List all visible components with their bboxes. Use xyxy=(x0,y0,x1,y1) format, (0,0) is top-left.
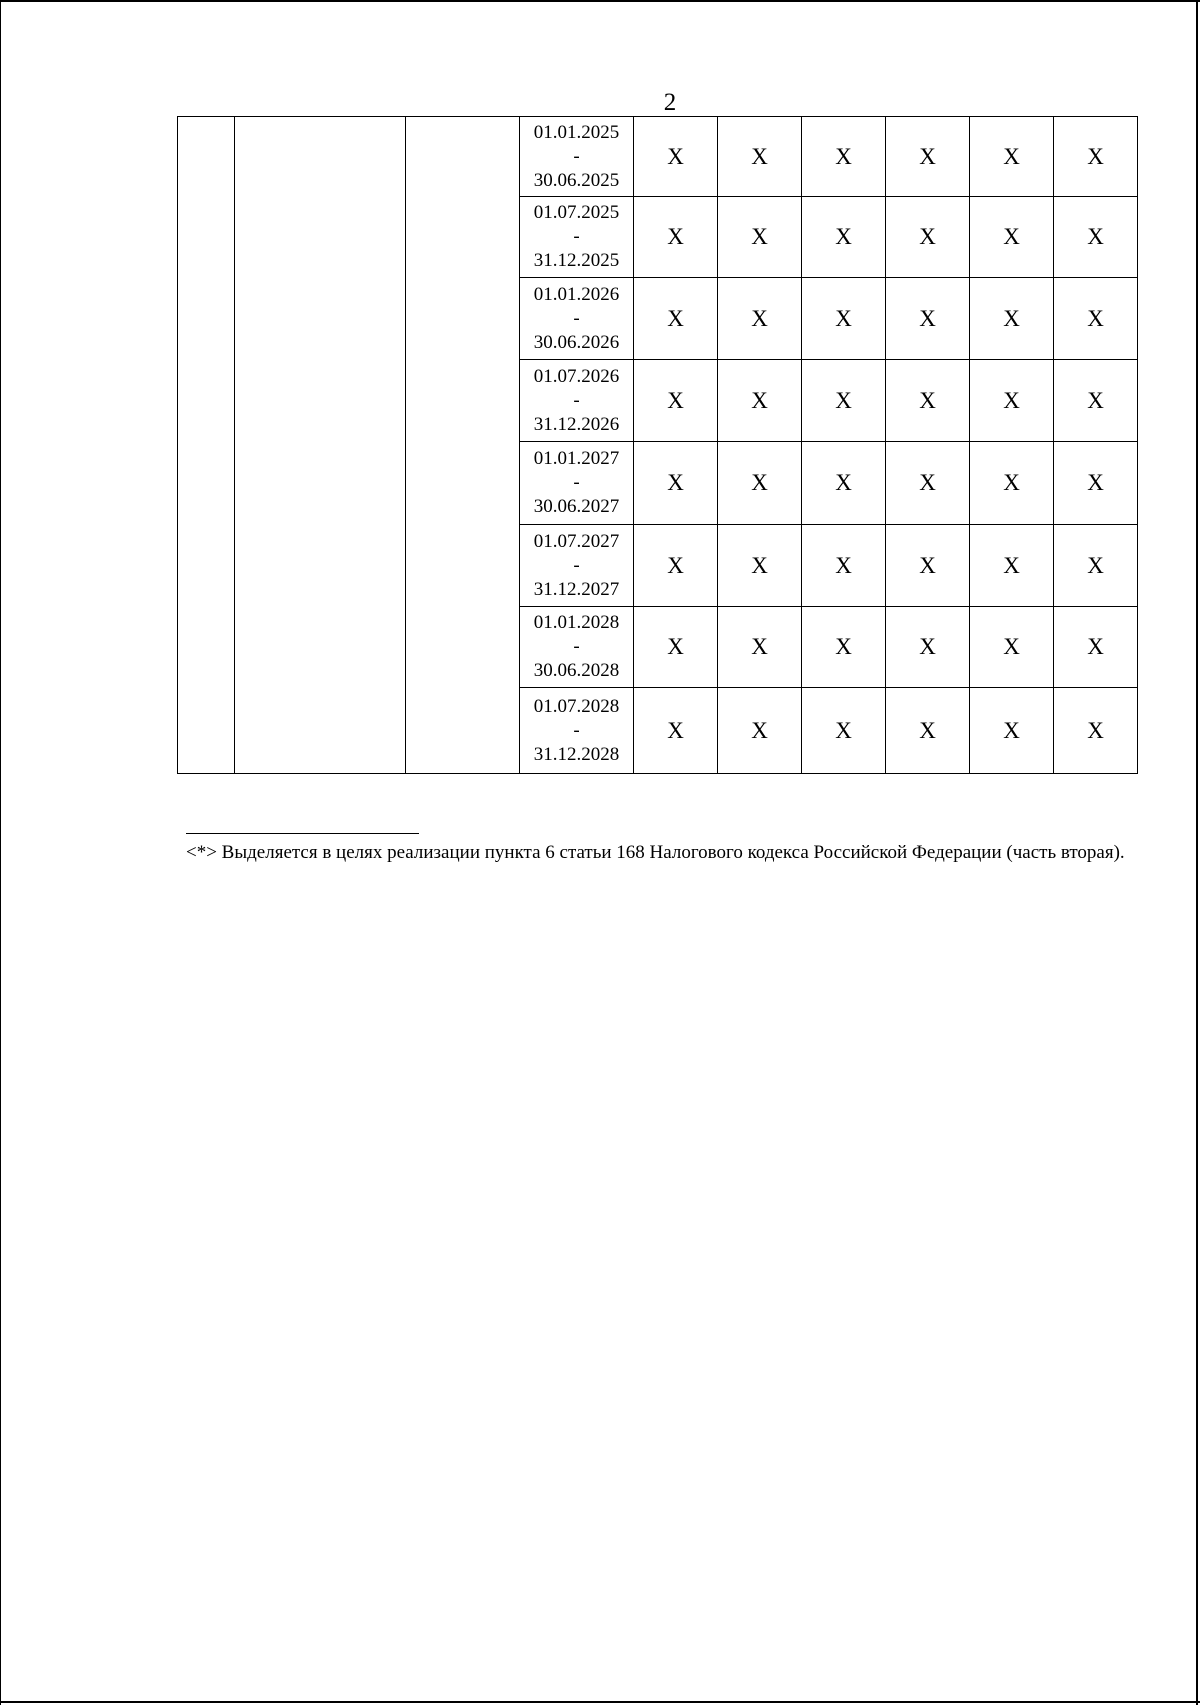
merged-cell-col3 xyxy=(406,117,520,774)
x-mark-cell: X xyxy=(886,360,970,442)
x-mark-cell: X xyxy=(970,117,1054,197)
x-mark-cell: X xyxy=(802,278,886,360)
period-start: 01.01.2027 xyxy=(533,448,620,469)
period-start: 01.01.2026 xyxy=(533,283,620,305)
schedule-table xyxy=(177,116,1138,774)
page-edge-right xyxy=(1196,0,1198,1705)
x-mark-cell: X xyxy=(802,117,886,197)
period-end: 30.06.2027 xyxy=(533,496,620,517)
period-separator: - xyxy=(573,307,580,329)
period-end: 31.12.2028 xyxy=(533,743,620,765)
x-mark-cell: X xyxy=(634,442,718,525)
period-end: 31.12.2027 xyxy=(533,578,620,600)
x-mark-cell: X xyxy=(802,688,886,774)
x-mark-cell: X xyxy=(970,197,1054,278)
merged-cell-col1 xyxy=(178,117,235,774)
x-mark-cell: X xyxy=(634,688,718,774)
x-mark-cell: X xyxy=(718,278,802,360)
x-mark-cell: X xyxy=(718,525,802,607)
x-mark-cell: X xyxy=(1054,197,1138,278)
period-separator: - xyxy=(573,226,580,247)
table-row xyxy=(178,117,1138,197)
x-mark-cell: X xyxy=(886,688,970,774)
x-mark-cell: X xyxy=(718,197,802,278)
period-separator: - xyxy=(573,472,580,493)
x-mark-cell: X xyxy=(634,117,718,197)
period-start: 01.01.2028 xyxy=(533,612,620,633)
period-separator: - xyxy=(573,719,580,741)
x-mark-cell: X xyxy=(634,360,718,442)
page-number: 2 xyxy=(663,89,677,116)
period-end: 31.12.2026 xyxy=(533,413,620,435)
merged-cell-col2 xyxy=(235,117,406,774)
period-cell xyxy=(520,117,634,197)
footnote-separator xyxy=(186,833,419,834)
x-mark-cell: X xyxy=(634,278,718,360)
x-mark-cell: X xyxy=(802,607,886,688)
x-mark-cell: X xyxy=(802,525,886,607)
period-separator: - xyxy=(573,389,580,411)
period-end: 30.06.2025 xyxy=(533,169,620,191)
period-cell xyxy=(520,360,634,442)
page-edge-bottom xyxy=(0,1701,1200,1703)
period-cell xyxy=(520,688,634,774)
period-separator: - xyxy=(573,554,580,576)
period-cell xyxy=(520,607,634,688)
x-mark-cell: X xyxy=(718,117,802,197)
x-mark-cell: X xyxy=(718,688,802,774)
x-mark-cell: X xyxy=(634,525,718,607)
x-mark-cell: X xyxy=(1054,525,1138,607)
x-mark-cell: X xyxy=(802,197,886,278)
period-separator: - xyxy=(573,636,580,657)
x-mark-cell: X xyxy=(970,278,1054,360)
x-mark-cell: X xyxy=(718,360,802,442)
x-mark-cell: X xyxy=(1054,360,1138,442)
x-mark-cell: X xyxy=(1054,607,1138,688)
x-mark-cell: X xyxy=(1054,278,1138,360)
x-mark-cell: X xyxy=(970,607,1054,688)
period-start: 01.07.2028 xyxy=(533,695,620,717)
period-end: 31.12.2025 xyxy=(533,250,620,271)
period-separator: - xyxy=(573,145,580,167)
period-cell xyxy=(520,197,634,278)
x-mark-cell: X xyxy=(886,278,970,360)
x-mark-cell: X xyxy=(1054,688,1138,774)
period-start: 01.07.2025 xyxy=(533,202,620,223)
x-mark-cell: X xyxy=(886,117,970,197)
x-mark-cell: X xyxy=(634,607,718,688)
x-mark-cell: X xyxy=(802,360,886,442)
period-end: 30.06.2028 xyxy=(533,660,620,681)
x-mark-cell: X xyxy=(970,442,1054,525)
period-cell xyxy=(520,525,634,607)
x-mark-cell: X xyxy=(718,607,802,688)
period-end: 30.06.2026 xyxy=(533,331,620,353)
x-mark-cell: X xyxy=(886,525,970,607)
x-mark-cell: X xyxy=(718,442,802,525)
period-start: 01.07.2026 xyxy=(533,365,620,387)
period-cell xyxy=(520,278,634,360)
page-edge-left xyxy=(0,0,1,1705)
x-mark-cell: X xyxy=(970,525,1054,607)
footnote-text: <*> Выделяется в целях реализации пункта 6 статьи 168 Налогового кодекса Российской Федерации (часть вторая). xyxy=(186,842,1125,863)
period-cell xyxy=(520,442,634,525)
x-mark-cell: X xyxy=(886,197,970,278)
x-mark-cell: X xyxy=(1054,117,1138,197)
x-mark-cell: X xyxy=(970,360,1054,442)
page-edge-top xyxy=(0,0,1200,2)
x-mark-cell: X xyxy=(634,197,718,278)
x-mark-cell: X xyxy=(886,607,970,688)
x-mark-cell: X xyxy=(886,442,970,525)
x-mark-cell: X xyxy=(1054,442,1138,525)
period-start: 01.01.2025 xyxy=(533,121,620,143)
x-mark-cell: X xyxy=(802,442,886,525)
x-mark-cell: X xyxy=(970,688,1054,774)
period-start: 01.07.2027 xyxy=(533,530,620,552)
